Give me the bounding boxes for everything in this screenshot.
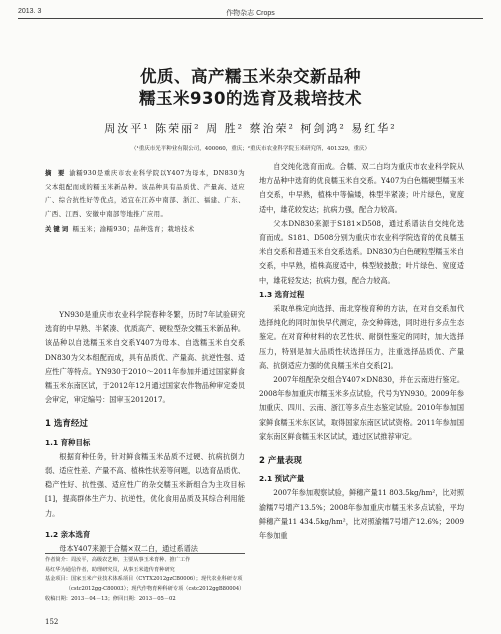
parents-paragraph: 母本Y407来源于合糯×双二白，通过系谱法 bbox=[59, 544, 198, 554]
footnote-corresponding: 易红华为通信作者，助理研究员，从事玉米遗传育种研究 bbox=[45, 566, 175, 573]
subsection-heading-process: 1.3 选育过程 bbox=[259, 289, 305, 299]
right-column bbox=[259, 160, 464, 543]
footnote-dates: 收稿日期：2013－04－13；修回日期：2013－05－02 bbox=[45, 595, 176, 602]
footnotes bbox=[45, 556, 245, 605]
section-heading-yield: 2 产量表现 bbox=[259, 456, 302, 467]
keywords-paragraph bbox=[45, 223, 245, 237]
subsection-heading-preliminary: 2.1 预试产量 bbox=[259, 474, 305, 484]
keywords-text: 糯玉米；渝糯930；品种选育；栽培技术 bbox=[72, 224, 195, 233]
female-parent-paragraph: 自交纯化选育而成。合糯、双二白均为重庆市农业科学院从地方品种中选育的优良糯玉米自交系。Y407为白色糯硬型糯玉米自交系，中早熟，植株中等偏矮，株型半紧凑；叶片绿色，宽度适中，雄花较发达；抗病力强，配合力较高。 bbox=[259, 162, 464, 214]
article-title-line-1: 优质、高产糯玉米杂交新品种 bbox=[140, 67, 361, 86]
preliminary-yield-paragraph: 2007年参加观察试验，鲜穗产量11 803.5kg/hm²，比对照渝糯7号增产13.5%；2008年参加重庆市糯玉米多点试验，平均鲜穗产量11 434.5kg/hm²，比对照渝糯7号增产12.6%；2009年参加重 bbox=[259, 488, 464, 541]
subsection-heading-parents: 1.2 亲本选育 bbox=[45, 529, 91, 539]
male-parent-paragraph: 父本DN830来源于S181×D508，通过系谱法自交纯化选育而成。S181、D508分别为重庆市农业科学院选育的优良糯玉米自交系和普通玉米自交系选系。DN830为白色硬粒型糯玉米自交系，中早熟，植株高度适中，株型较披散；叶片绿色、宽度适中，雄花轻发达；抗病力强，配合力较高。 bbox=[259, 218, 464, 285]
journal-name: 作物杂志 Crops bbox=[226, 10, 275, 17]
abstract-paragraph bbox=[45, 167, 245, 222]
intro-paragraph: YN930是重庆市农业科学院春种冬繁，历时7年试验研究选育的中早熟、半紧凑、优质高产、硬粒型杂交糯玉米新品种。该品种以自选糯玉米自交系Y407为母本、自选糯玉米自交系DN830为父本组配而成，具有品质优、产量高、抗逆性强、适应性广等特点。YN930于2010～2011年参加并通过国家鲜食糯玉米东南区试，于2012年12月通过国家农作物品种审定委员会审定，审定编号：国审玉2012017。 bbox=[45, 310, 245, 405]
subsection-heading-goal: 1.1 育种目标 bbox=[45, 437, 91, 447]
footnote-funding: 基金项目：国家玉米产业技术体系项目（CYTX2012gzCB0006）；现代农业科研专项（cstc2012gg-C80003）；现代作物育种科研专项（cstc2012ggB80004） bbox=[45, 576, 245, 593]
abstract-text: 渝糯930是重庆市农业科学院以Y407为母本，DN830为父本组配而成的糯玉米新品种。该品种具有品质优、产量高、适应广、综合抗性好等优点，适宜在江苏中南部、浙江、福建、广东、广西、江西、安徽中南部等地推广应用。 bbox=[45, 169, 245, 219]
header-rule bbox=[18, 18, 483, 19]
section-heading-breeding: 1 选育经过 bbox=[45, 419, 88, 430]
left-column bbox=[45, 308, 245, 556]
author-list: 周汝平¹ 陈荣丽² 周 胜² 蔡治荣² 柯剑鸿² 易红华² bbox=[104, 122, 397, 135]
footnote-rule bbox=[45, 553, 245, 554]
process-paragraph: 采取单株定向选择、南北穿梭育种的方法，在对自交系加代选择纯化的同时加快早代测定，杂交种筛选，同时进行多点生态鉴定。在对育种材料的农艺性状、耐倒性鉴定的同时，加大选择压力，特别是加大品质性状选择压力，注重选择品质优、产量高、抗倒适应力强的优良糯玉米自交系[2]。 bbox=[259, 304, 464, 370]
issue-number: 2013. 3 bbox=[18, 8, 42, 15]
goal-paragraph: 根据育种任务，针对鲜食糯玉米品质不过硬、抗病抗倒力弱、适应性差、产量不高、植株性状差等问题，以选育品质优、稳产性好、抗性强、适应性广的杂交糯玉米新组合为主攻目标[1]，提高群体生产力、抗逆性，优化食用品质及其综合利用能力。 bbox=[45, 451, 245, 518]
keywords-label: 关键词 bbox=[45, 224, 71, 233]
page-number: 152 bbox=[45, 618, 59, 626]
abstract-block bbox=[45, 167, 245, 237]
article-title-line-2: 糯玉米930的选育及栽培技术 bbox=[139, 89, 362, 108]
affiliations: （¹重庆市光平种业有限公司，400060，重庆；²重庆市农业科学院玉米研究所，401329，重庆） bbox=[131, 146, 370, 152]
footnote-author-bio: 作者简介：周汝平，高级农艺师，主要从事玉米育种、推广工作 bbox=[45, 557, 191, 563]
history-paragraph: 2007年组配杂交组合Y407×DN830，并在云南进行鉴定。2008年参加重庆市糯玉米多点试验，代号为YN930。2009年参加重庆、四川、云南、浙江等多点生态鉴定试验。2010年参加国家鲜食糯玉米东区试，取得国家东南区试试资格。2011年参加国家东南区鲜食糯玉米区试试，通过区试推荐审定。 bbox=[259, 375, 464, 441]
running-header bbox=[18, 6, 483, 18]
abstract-label: 摘 要 bbox=[45, 169, 67, 177]
